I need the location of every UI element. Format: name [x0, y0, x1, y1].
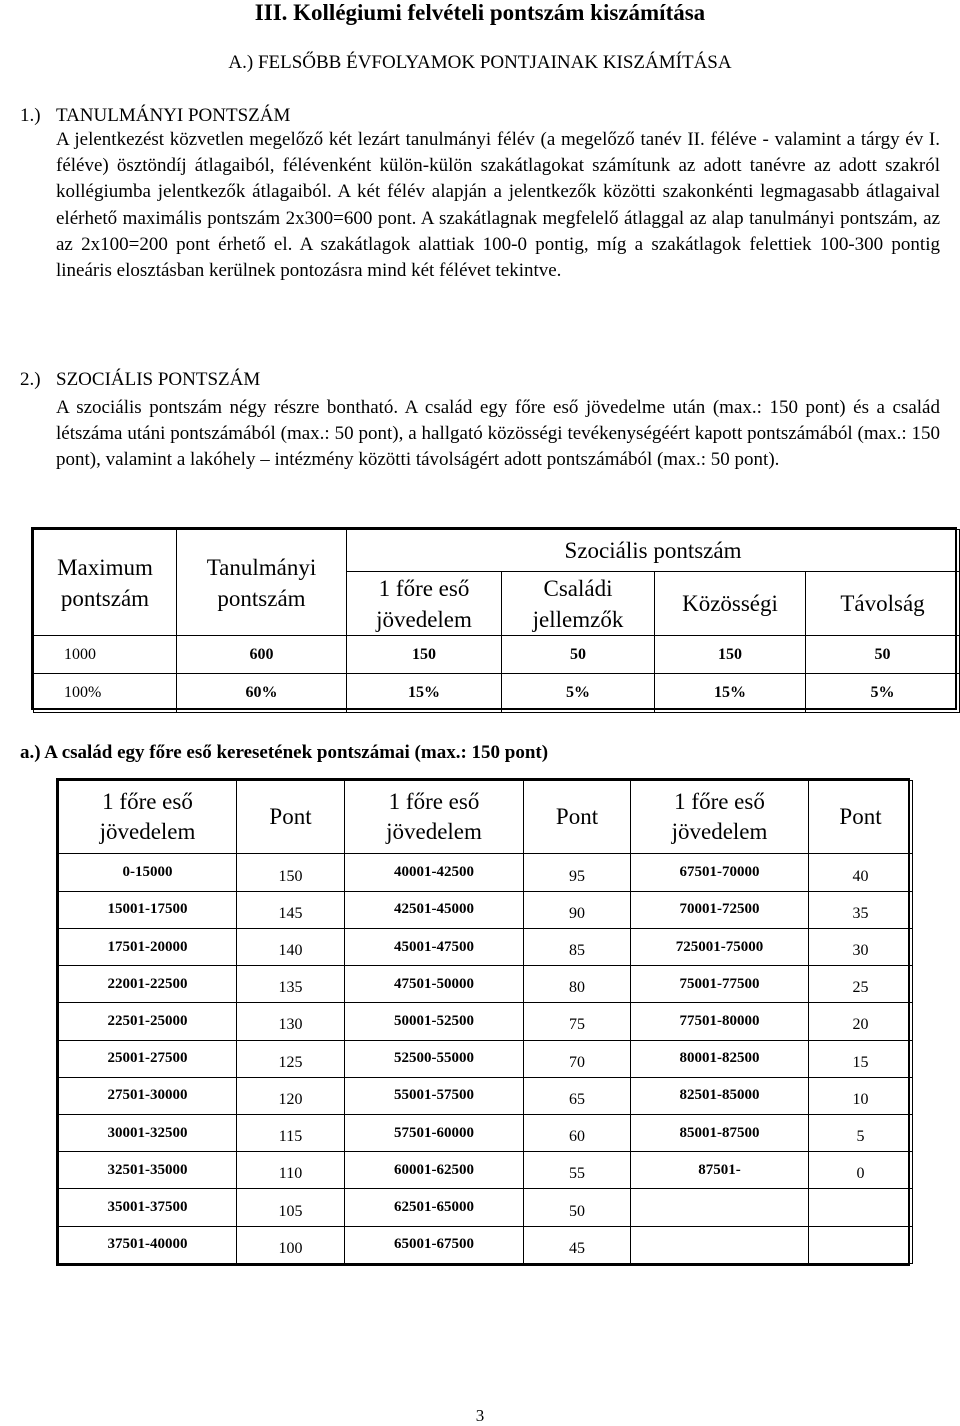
income-range-cell: 65001-67500 — [345, 1226, 524, 1263]
income-range-cell: 37501-40000 — [59, 1226, 237, 1263]
summary-table — [31, 527, 957, 710]
page-number: 3 — [475, 1406, 485, 1425]
header-income: 1 főre eső jövedelem — [347, 572, 502, 636]
points-cell: 50 — [502, 636, 655, 674]
percent-cell: 15% — [655, 674, 806, 713]
points-cell: 150 — [655, 636, 806, 674]
header-points: Pont — [237, 781, 345, 854]
income-range-cell: 25001-27500 — [59, 1040, 237, 1077]
points-cell: 45 — [524, 1226, 631, 1263]
header-social-points: Szociális pontszám — [347, 530, 960, 572]
section2-text: A szociális pontszám négy részre bontható. A család egy főre eső jövedelme után (max.: 150 pont) és a család létszáma utáni pontszámából (max.: 50 pont), a hallgató közösségi tevékenységéért kapott pontszámából (max.: 150 pont), valamint a lakóhely – intézmény közötti távolságért adott pontszámából (max.: 50 pont). — [56, 397, 940, 471]
table-row — [59, 854, 913, 891]
income-range-cell: 30001-32500 — [59, 1114, 237, 1151]
income-range-cell: 0-15000 — [59, 854, 237, 891]
points-cell: 95 — [524, 854, 631, 891]
income-range-cell: 67501-70000 — [631, 854, 809, 891]
points-cell: 110 — [237, 1152, 345, 1189]
points-cell: 25 — [809, 966, 913, 1003]
income-range-cell: 85001-87500 — [631, 1114, 809, 1151]
income-range-cell: 80001-82500 — [631, 1040, 809, 1077]
income-range-cell: 22001-22500 — [59, 966, 237, 1003]
table-row — [59, 1152, 913, 1189]
points-cell: 60 — [524, 1114, 631, 1151]
points-cell: 30 — [809, 928, 913, 965]
income-table-heading: a.) A család egy főre eső keresetének pontszámai (max.: 150 pont) — [20, 742, 549, 763]
income-range-cell — [631, 1226, 809, 1263]
income-range-cell: 62501-65000 — [345, 1189, 524, 1226]
table-row — [59, 1040, 913, 1077]
points-cell: 55 — [524, 1152, 631, 1189]
table-row — [59, 1077, 913, 1114]
income-points-table — [56, 778, 910, 1266]
points-cell: 1000 — [34, 636, 177, 674]
percent-cell: 5% — [806, 674, 960, 713]
section2-heading: SZOCIÁLIS PONTSZÁM — [56, 369, 261, 390]
header-income: 1 főre eső jövedelem — [59, 781, 237, 854]
header-distance: Távolság — [806, 572, 960, 636]
header-family: Családi jellemzők — [502, 572, 655, 636]
points-cell: 70 — [524, 1040, 631, 1077]
points-cell: 100 — [237, 1226, 345, 1263]
points-cell: 50 — [524, 1189, 631, 1226]
income-range-cell: 57501-60000 — [345, 1114, 524, 1151]
points-cell: 65 — [524, 1077, 631, 1114]
income-range-cell: 27501-30000 — [59, 1077, 237, 1114]
header-income: 1 főre eső jövedelem — [631, 781, 809, 854]
table-row — [59, 1189, 913, 1226]
section2-number: 2.) — [20, 369, 41, 390]
points-cell: 120 — [237, 1077, 345, 1114]
points-cell: 15 — [809, 1040, 913, 1077]
header-community: Közösségi — [655, 572, 806, 636]
points-cell: 80 — [524, 966, 631, 1003]
income-range-cell: 725001-75000 — [631, 928, 809, 965]
points-cell: 10 — [809, 1077, 913, 1114]
section1-heading: TANULMÁNYI PONTSZÁM — [56, 105, 291, 126]
points-cell: 20 — [809, 1003, 913, 1040]
table-row — [59, 1226, 913, 1263]
table-row — [59, 891, 913, 928]
points-cell: 75 — [524, 1003, 631, 1040]
table-row — [59, 1114, 913, 1151]
points-cell: 130 — [237, 1003, 345, 1040]
percent-cell: 5% — [502, 674, 655, 713]
income-range-cell: 52500-55000 — [345, 1040, 524, 1077]
percent-cell: 15% — [347, 674, 502, 713]
points-cell: 40 — [809, 854, 913, 891]
section-subtitle: A.) FELSŐBB ÉVFOLYAMOK PONTJAINAK KISZÁMÍTÁSA — [228, 52, 732, 73]
income-range-cell: 40001-42500 — [345, 854, 524, 891]
income-range-cell: 32501-35000 — [59, 1152, 237, 1189]
points-cell: 135 — [237, 966, 345, 1003]
income-range-cell — [631, 1189, 809, 1226]
points-cell: 150 — [237, 854, 345, 891]
points-cell: 0 — [809, 1152, 913, 1189]
header-income: 1 főre eső jövedelem — [345, 781, 524, 854]
points-cell: 140 — [237, 928, 345, 965]
income-range-cell: 75001-77500 — [631, 966, 809, 1003]
income-range-cell: 70001-72500 — [631, 891, 809, 928]
points-cell: 105 — [237, 1189, 345, 1226]
points-cell — [809, 1189, 913, 1226]
points-cell: 145 — [237, 891, 345, 928]
points-cell — [809, 1226, 913, 1263]
header-max-points: Maximum pontszám — [34, 530, 177, 636]
table-row — [59, 928, 913, 965]
points-cell: 5 — [809, 1114, 913, 1151]
page-title: III. Kollégiumi felvételi pontszám kiszámítása — [254, 0, 706, 25]
income-range-cell: 35001-37500 — [59, 1189, 237, 1226]
table-row — [59, 1003, 913, 1040]
points-cell: 90 — [524, 891, 631, 928]
income-range-cell: 55001-57500 — [345, 1077, 524, 1114]
points-cell: 35 — [809, 891, 913, 928]
income-range-cell: 47501-50000 — [345, 966, 524, 1003]
header-points: Pont — [524, 781, 631, 854]
points-cell: 50 — [806, 636, 960, 674]
section1-text: A jelentkezést közvetlen megelőző két lezárt tanulmányi félév (a megelőző tanév II. féléve - valamint a tárgy év I. féléve) ösztöndíj átlagaiból, félévenként külön-külön szakátlagokat számítunk az adott tanévre az adott szakról kollégiumba jelentkezők átlagaiból. A két félév alapján a jelentkezők közötti szakonkénti legmagasabb átlagaival elérhető maximális pontszám 2x300=600 pont. A szakátlagnak megfelelő átlaggal az alap tanulmányi pontszám, az az 2x100=200 pont érhető el. A szakátlagok alattiak 100-0 pontig, míg a szakátlagok felettiek 100-300 pontig lineáris elosztásban kerülnek pontozásra mind két félévet tekintve. — [56, 129, 940, 282]
points-cell: 115 — [237, 1114, 345, 1151]
points-cell: 125 — [237, 1040, 345, 1077]
section1-number: 1.) — [20, 105, 41, 126]
points-cell: 150 — [347, 636, 502, 674]
income-range-cell: 50001-52500 — [345, 1003, 524, 1040]
income-range-cell: 77501-80000 — [631, 1003, 809, 1040]
points-cell: 85 — [524, 928, 631, 965]
income-range-cell: 45001-47500 — [345, 928, 524, 965]
header-points: Pont — [809, 781, 913, 854]
income-range-cell: 82501-85000 — [631, 1077, 809, 1114]
header-study-points: Tanulmányi pontszám — [177, 530, 347, 636]
income-range-cell: 15001-17500 — [59, 891, 237, 928]
income-range-cell: 42501-45000 — [345, 891, 524, 928]
table-row — [59, 966, 913, 1003]
percent-cell: 60% — [177, 674, 347, 713]
percent-cell: 100% — [34, 674, 177, 713]
income-range-cell: 17501-20000 — [59, 928, 237, 965]
points-cell: 600 — [177, 636, 347, 674]
income-range-cell: 87501- — [631, 1152, 809, 1189]
income-range-cell: 22501-25000 — [59, 1003, 237, 1040]
income-range-cell: 60001-62500 — [345, 1152, 524, 1189]
